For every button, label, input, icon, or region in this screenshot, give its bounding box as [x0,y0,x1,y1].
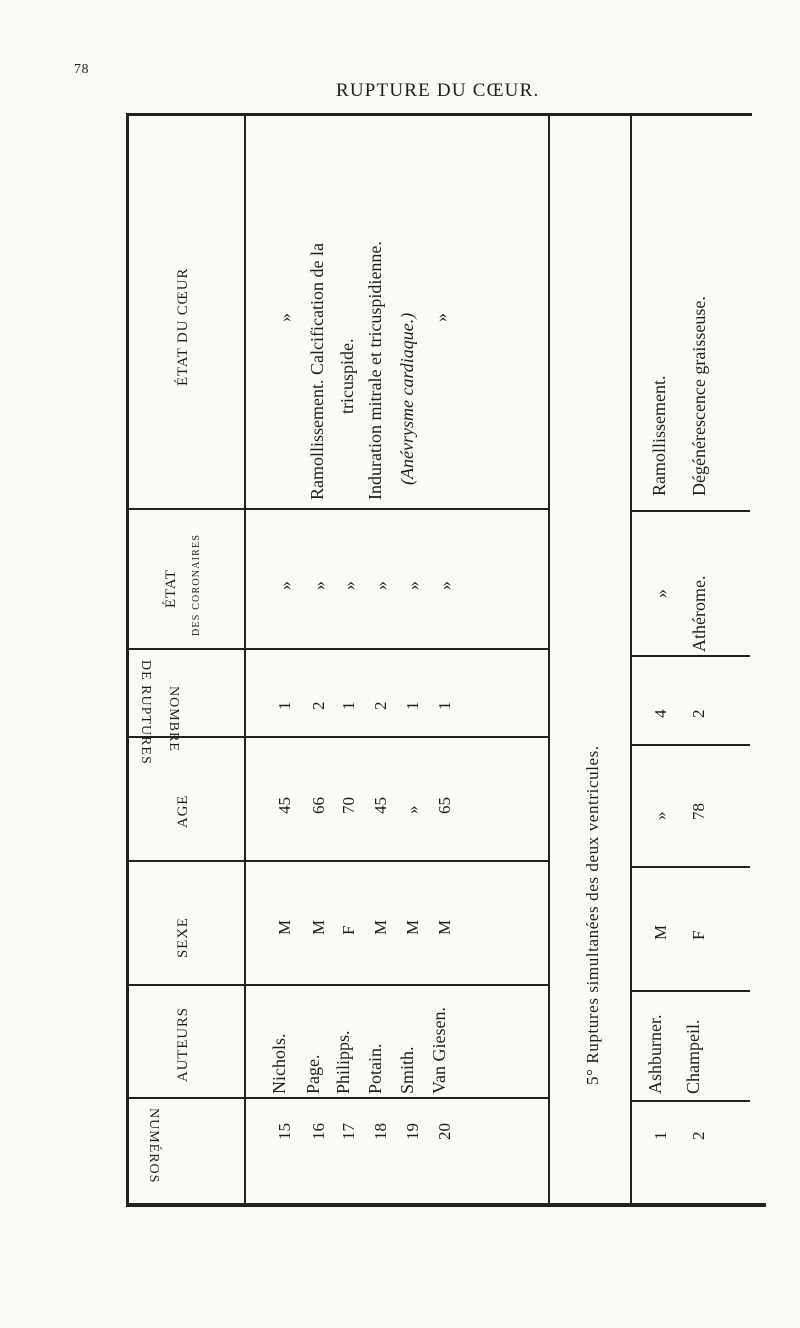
cell-auteur: Potain. [365,1043,385,1094]
cell-ruptures: 1 [403,701,422,710]
cell-sexe: M [309,919,328,935]
header-auteurs: AUTEURS [175,1007,191,1082]
cell-numero: 16 [309,1123,328,1140]
cell-ruptures: 1 [339,701,358,710]
cell-age: 45 [275,797,294,814]
cell-etat-coeur: » [275,313,295,322]
header-sexe: SEXE [175,917,191,958]
cell-sexe: F [339,925,358,935]
row-divider [128,984,548,986]
row-divider [630,744,750,746]
cell-numero: 15 [275,1123,294,1140]
header-nombre: NOMBRE [166,686,181,752]
header-age: AGE [175,794,191,828]
header-numeros: NUMÉROS [146,1108,161,1184]
cell-etat-coeur: Dégénérescence graisseuse. [689,296,709,496]
cell-ruptures: 4 [651,709,670,718]
cell-auteur: Nichols. [269,1033,289,1094]
cell-numero: 2 [689,1131,708,1140]
cell-sexe: M [403,919,422,935]
running-title: RUPTURE DU CŒUR. [336,80,540,101]
cell-numero: 20 [435,1123,454,1140]
section-title: 5° Ruptures simultanées des deux ventricules. [583,745,602,1085]
cell-ruptures: 1 [275,701,294,710]
cell-etat-coeur: Ramollissement. [649,375,669,496]
cell-age: 45 [371,797,390,814]
header-de-ruptures: DE RUPTURES [138,660,153,765]
table-bottom-border [126,1203,766,1207]
row-divider [630,990,750,992]
section-divider [630,116,632,1204]
cell-coronaires: » [403,581,423,590]
row-divider [128,1097,548,1099]
cell-etat-coeur: Induration mitrale et tricuspidienne. [365,241,385,500]
cell-auteur: Smith. [397,1046,417,1094]
table-top-border [126,113,752,116]
cell-age: 65 [435,797,454,814]
row-divider [630,1100,750,1102]
cell-sexe: M [651,924,670,940]
cell-age: » [651,811,670,820]
cell-coronaires: » [309,581,329,590]
row-divider [128,860,548,862]
row-divider [630,510,750,512]
cell-sexe: M [435,919,454,935]
header-column-divider [244,116,246,1204]
cell-coronaires: Athérome. [689,575,709,652]
row-divider [128,508,548,510]
cell-sexe: F [689,930,708,940]
cell-ruptures: 2 [309,701,328,710]
cell-numero: 18 [371,1123,390,1140]
cell-coronaires: » [275,581,295,590]
row-divider [128,648,548,650]
section-divider [548,116,550,1204]
cell-numero: 19 [403,1123,422,1140]
row-divider [630,866,750,868]
cell-auteur: Page. [303,1054,323,1094]
table-left-border [126,114,129,1206]
cell-age: 66 [309,797,328,814]
cell-coronaires: » [435,581,455,590]
cell-coronaires: » [339,581,359,590]
cell-auteur: Van Giesen. [429,1007,449,1094]
page-number: 78 [74,62,89,77]
cell-numero: 1 [651,1131,670,1140]
cell-sexe: M [371,919,390,935]
cell-age: 78 [689,803,708,820]
cell-auteur: Philipps. [333,1030,353,1094]
cell-numero: 17 [339,1123,358,1140]
cell-coronaires: » [371,581,391,590]
cell-ruptures: 2 [371,701,390,710]
cell-age: » [403,805,422,814]
cell-etat-coeur: » [431,313,451,322]
cell-auteur: Ashburner. [645,1014,665,1094]
row-divider [630,655,750,657]
cell-etat-coeur: (Anévrysme cardiaque.) [397,312,417,485]
cell-ruptures: 2 [689,709,708,718]
cell-sexe: M [275,919,294,935]
header-des-coronaires: DES CORONAIRES [191,533,202,636]
cell-etat-coeur: Ramollissement. Calcification de la [307,243,327,500]
cell-ruptures: 1 [435,701,454,710]
cell-etat-coeur: tricuspide. [337,338,357,414]
cell-coronaires: » [651,589,671,598]
row-divider [128,736,548,738]
header-etat-coeur: ÉTAT DU CŒUR [175,267,191,386]
cell-age: 70 [339,797,358,814]
header-etat: ÉTAT [163,569,179,608]
cell-auteur: Champeil. [683,1019,703,1094]
